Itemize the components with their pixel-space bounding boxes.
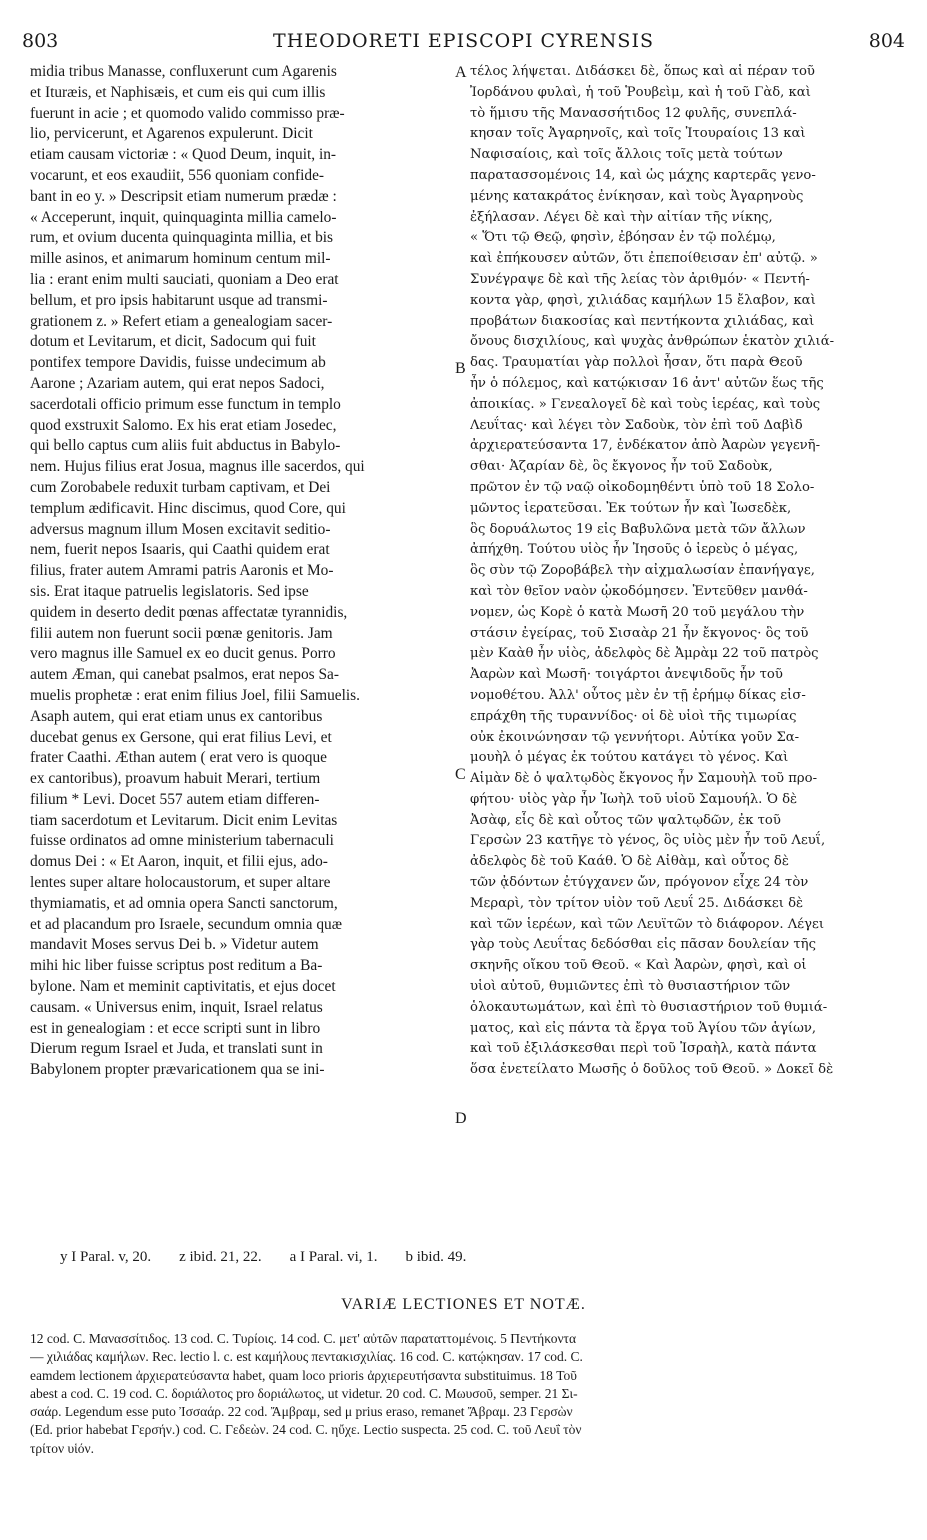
greek-line: Μεραρὶ, τὸν τρίτον υἱὸν τοῦ Λευΐ 25. Διδάσκει δὲ [470, 895, 804, 911]
latin-line: pontifex tempore Davidis, fuisse undecimum ab [30, 354, 326, 372]
latin-line: filii autem non fuerunt socii pœnæ genitoris. Jam [30, 624, 333, 642]
greek-line: Συνέγραψε δὲ καὶ τῆς λείας τὸν ἀριθμόν· « Πεντή- [470, 271, 810, 287]
latin-line: Dierum regum Israel et Juda, et translati sunt in [30, 1040, 323, 1058]
greek-line: πρῶτον ἐν τῷ ναῷ οἰκοδομηθέντι ὑπὸ τοῦ 18 Σολο- [470, 479, 815, 495]
greek-line: κοντα γὰρ, φησὶ, χιλιάδας καμήλων 15 ἔλαβον, καὶ [470, 292, 816, 308]
greek-line: παρατασσομένοις 14, καὶ ὡς μάχης καρτερᾶς γενο- [470, 167, 816, 183]
page-number-left: 803 [22, 30, 59, 52]
greek-line: ἀρχιερατεύσαντα 17, ἑνδέκατον ἀπὸ Ἀαρὼν γεγενῆ- [470, 438, 821, 454]
latin-line: midia tribus Manasse, confluxerunt cum Agarenis [30, 63, 337, 80]
greek-line: προβάτων διακοσίας καὶ πεντήκοντα χιλιάδας, καὶ [470, 313, 815, 329]
greek-line: μένης κατακράτος ἐνίκησαν, καὶ τοὺς Ἀγαρηνοὺς [470, 188, 804, 204]
latin-line: grationem z. » Refert etiam a genealogiam sacer- [30, 312, 333, 330]
latin-line: quidem in deserto dedit pœnas affectatæ tyrannidis, [30, 603, 348, 621]
greek-line: Ἀσὰφ, εἷς δὲ καὶ οὗτος τῶν ψαλτῳδῶν, ἐκ τοῦ [470, 812, 781, 828]
greek-line: σκηνῆς οἴκου τοῦ Θεοῦ. « Καὶ Ἀαρὼν, φησὶ, καὶ οἱ [470, 958, 807, 974]
latin-line: lio, pervicerunt, et Agarenos expulerunt. Dicit [30, 125, 313, 143]
greek-line: ἀποικίας. » Γενεαλογεῖ δὲ καὶ τοὺς ἱερέας, καὶ τοὺς [470, 396, 821, 412]
greek-line: ὅσα ἐνετείλατο Μωσῆς ὁ δοῦλος τοῦ Θεοῦ. » Δοκεῖ δὲ [470, 1062, 834, 1078]
footnote: b ibid. 49. [405, 1249, 467, 1265]
latin-line: vero magnus ille Samuel ex eo ducit genus. Porro [30, 645, 336, 663]
latin-line: cum Zorobabele reduxit turbam captivam, et Dei [30, 478, 331, 496]
greek-line: καὶ τὸν θεῖον ναὸν ᾠκοδόμησεν. Ἐντεῦθεν μανθά- [470, 583, 808, 599]
greek-line: ματος, καὶ εἰς πάντα τὰ ἔργα τοῦ Ἁγίου τῶν ἁγίων, [470, 1020, 817, 1036]
footnote: a I Paral. vi, 1. [289, 1249, 378, 1265]
footnotes [60, 1246, 900, 1268]
latin-line: autem Æman, qui canebat psalmos, erat nepos Sa- [30, 666, 340, 684]
variae-heading: VARIÆ LECTIONES ET NOTÆ. [341, 1296, 586, 1313]
greek-line: ὃς σὺν τῷ Ζοροβάβελ τὴν αἰχμαλωσίαν ἐπανήγαγε, [470, 563, 815, 579]
latin-line: Aarone ; Azariam autem, qui erat nepos Sadoci, [30, 374, 325, 392]
greek-line: Λευΐτας· καὶ λέγει τὸν Σαδοὺκ, τὸν ἐπὶ τοῦ Δαβὶδ [470, 417, 803, 433]
greek-line: Ἰορδάνου φυλαὶ, ἡ τοῦ Ῥουβεὶμ, καὶ ἡ τοῦ Γὰδ, καὶ [470, 84, 811, 100]
variae-line: eamdem lectionem ἀρχιερατεύσαντα habet, quam loco prioris ἀρχιερευτήσαντα substituimus. 18 Τοῦ [30, 1367, 577, 1383]
latin-line: frater Caathi. Æthan autem ( erat vero is quoque [30, 749, 328, 767]
greek-line: τέλος λήψεται. Διδάσκει δὲ, ὅπως καὶ αἱ πέραν τοῦ [470, 64, 815, 79]
latin-line: sis. Erat itaque patruelis legislatoris. Sed ipse [30, 582, 309, 600]
latin-line: lia : erant enim multi sauciati, quoniam a Deo erat [30, 270, 339, 288]
greek-line: καὶ τοῦ ἐξιλάσκεσθαι περὶ τοῦ Ἰσραὴλ, κατὰ πάντα [470, 1041, 817, 1057]
margin-letter-c: C [455, 766, 466, 783]
greek-line: δας. Τραυματίαι γὰρ πολλοὶ ἦσαν, ὅτι παρὰ Θεοῦ [470, 355, 803, 371]
greek-line: Γερσὼν 23 κατῆγε τὸ γένος, ὃς υἱὸς μὲν ἦν τοῦ Λευΐ, [470, 833, 826, 849]
variae-line: — χιλιάδας καμήλων. Rec. lectio l. c. est καμήλους πεντακισχιλίας. 16 cod. C. κατῴκησαν. 17 cod. C. [30, 1349, 583, 1365]
greek-line: ὃς δορυάλωτος 19 εἰς Βαβυλῶνα μετὰ τῶν ἄλλων [470, 521, 806, 537]
greek-line: Αἱμὰν δὲ ὁ ψαλτῳδὸς ἔκγονος ἦν Σαμουὴλ τοῦ προ- [470, 771, 818, 787]
latin-line: qui bello captus cum aliis fuit abductus in Babylo- [30, 437, 341, 455]
latin-line: muelis prophetæ : erat enim filius Joel, filii Samuelis. [30, 686, 360, 704]
greek-column [470, 62, 902, 1081]
greek-line: « Ὅτι τῷ Θεῷ, φησὶν, ἐβόησαν ἐν τῷ πολέμῳ, [470, 230, 776, 246]
variae-line: σαάρ. Legendum esse puto Ἰσσαάρ. 22 cod. Ἄμβραμ, sed μ prius eraso, remanet Ἄβραμ. 23 Γερσὼν [30, 1404, 573, 1420]
latin-line: nem, fuerit nepos Isaaris, qui Caathi quidem erat [30, 541, 330, 559]
latin-line: ex cantoribus), proavum habuit Merari, tertium [30, 770, 321, 788]
latin-column [30, 62, 450, 1081]
greek-line: τὸ ἥμισυ τῆς Μανασσήτιδος 12 φυλῆς, συνεπλά- [470, 105, 797, 121]
margin-letter-b: B [455, 360, 466, 377]
latin-line: templum ædificavit. Hinc discimus, quod Core, qui [30, 499, 346, 517]
latin-line: vocarunt, et eos exaudiit, 556 quoniam confide- [30, 166, 325, 184]
greek-line: επράχθη τῆς τυραννίδος· οἱ δὲ υἱοὶ τῆς τιμωρίας [470, 708, 797, 724]
greek-line: μῶντος ἱερατεῦσαι. Ἐκ τούτων ἦν καὶ Ἰωσεδὲκ, [470, 500, 792, 516]
greek-line: νομοθέτου. Ἀλλ' οὗτος μὲν ἐν τῇ ἐρήμῳ δίκας εἰσ- [470, 687, 806, 703]
footnote: z ibid. 21, 22. [179, 1249, 262, 1265]
variae-lectiones [30, 1330, 905, 1458]
latin-line: ducebat genus ex Gersone, qui erat filius Levi, et [30, 728, 332, 746]
variae-line: 12 cod. C. Μανασσίτιδος. 13 cod. C. Τυρίοις. 14 cod. C. μετ' αὐτῶν παραταττομένοις. 5 Πεντήκοντα [30, 1331, 577, 1346]
latin-line: et ad placandum pro Israele, secundum omnia quæ [30, 915, 342, 933]
latin-line: tiam sacerdotum et Levitarum. Dicit enim Levitas [30, 811, 338, 829]
footnote: y I Paral. v, 20. [60, 1249, 152, 1265]
greek-line: ἀπήχθη. Τούτου υἱὸς ἦν Ἰησοῦς ὁ ἱερεὺς ὁ μέγας, [470, 542, 799, 558]
latin-line: filium * Levi. Docet 557 autem etiam differen- [30, 790, 320, 808]
latin-line: bylone. Nam et meminit captivitatis, et ejus docet [30, 978, 336, 996]
text-columns [0, 62, 927, 1127]
greek-line: οὐκ ἐκοινώνησαν τῷ γεννήτορι. Αὐτίκα γοῦν Σα- [470, 729, 800, 745]
latin-line: Babylonem propter prævaricationem qua se ini- [30, 1061, 325, 1079]
margin-letter-a: A [455, 64, 467, 81]
latin-line: causam. « Universus enim, inquit, Israel relatus [30, 998, 323, 1016]
greek-line: γὰρ τοὺς Λευΐτας δεδόσθαι εἰς πᾶσαν δουλείαν τῆς [470, 937, 816, 953]
latin-line: domus Dei : « Et Aaron, inquit, et filii ejus, ado- [30, 853, 328, 871]
latin-line: dotum et Levitarum, et dicit, Sadocum qui fuit [30, 333, 316, 351]
latin-line: nem. Hujus filius erat Josua, magnus ille sacerdos, qui [30, 458, 365, 476]
greek-line: τῶν ᾀδόντων ἐτύγχανεν ὤν, πρόγονον εἶχε 24 τὸν [470, 875, 809, 891]
greek-line: ἦν ὁ πόλεμος, καὶ κατῴκισαν 16 ἀντ' αὐτῶν ἕως τῆς [470, 375, 824, 391]
latin-line: lentes super altare holocaustorum, et super altare [30, 874, 331, 892]
greek-line: Ἀαρὼν καὶ Μωσῆ· τοιγάρτοι ἀνεψιδοῦς ἦν τοῦ [470, 667, 783, 683]
latin-line: et Ituræis, et Naphisæis, et cum eis qui cum illis [30, 83, 326, 101]
latin-line: quod exstruxit Salomo. Ex his erat etiam Josedec, [30, 416, 337, 434]
latin-line: bant in eo y. » Descripsit etiam numerum prædæ : [30, 187, 337, 205]
latin-line: mihi hic liber fuisse scriptus post reditum a Ba- [30, 957, 323, 975]
latin-line: fuisse ordinatos ad omne ministerium tabernaculi [30, 832, 334, 850]
running-title: THEODORETI EPISCOPI CYRENSIS [273, 30, 654, 52]
latin-line: Asaph autem, qui erat etiam unus ex cantoribus [30, 707, 323, 725]
variae-line: τρίτον υἱόν. [30, 1440, 94, 1456]
latin-line: filius, frater autem Amrami patris Aaronis et Mo- [30, 562, 334, 580]
latin-line: fuerunt in acie ; et quomodo valido commisso præ- [30, 104, 345, 122]
greek-line: κησαν τοῖς Ἀγαρηνοῖς, καὶ τοῖς Ἰτουραίοις 13 καὶ [470, 126, 806, 142]
variae-line: (Ed. prior habebat Γερσήν.) cod. C. Γεδεὼν. 24 cod. C. ηὔχε. Lectio suspecta. 25 cod. C. τοῦ Λευΐ τὸν [30, 1422, 582, 1438]
greek-line: ἐξήλασαν. Λέγει δὲ καὶ τὴν αἰτίαν τῆς νίκης, [470, 209, 773, 225]
latin-line: mandavit Moses servus Dei b. » Videtur autem [30, 936, 319, 954]
greek-line: φήτου· υἱὸς γὰρ ἦν Ἰωὴλ τοῦ υἱοῦ Σαμουήλ. Ὁ δὲ [470, 791, 798, 807]
latin-line: « Acceperunt, inquit, quinquaginta millia camelo- [30, 208, 337, 226]
greek-line: στάσιν ἐγείρας, τοῦ Σισαὰρ 21 ἦν ἔκγονος· ὃς τοῦ [470, 625, 809, 641]
greek-line: μουὴλ ὁ μέγας ἐκ τούτου κατάγει τὸ γένος. Καὶ [470, 750, 789, 766]
latin-line: adversus magnum illum Mosen excitavit seditio- [30, 520, 331, 538]
latin-line: est in genealogiam : et ecce scripti sunt in libro [30, 1019, 321, 1037]
latin-line: rum, et ovium ducenta quinquaginta millia, et bis [30, 229, 334, 247]
variae-line: abest a cod. C. 19 cod. C. δοριάλοτος pro δοριάλωτος, ut videtur. 20 cod. C. Μωυσοῦ, semper. 21 Σι- [30, 1385, 578, 1401]
greek-line: ὁλοκαυτωμάτων, καὶ ἐπὶ τὸ θυσιαστήριον τοῦ θυμιά- [470, 999, 828, 1015]
greek-line: καὶ τῶν ἱερέων, καὶ τῶν Λευϊτῶν τὸ διάφορον. Λέγει [470, 916, 825, 932]
greek-line: καὶ ἐπήκουσεν αὐτῶν, ὅτι ἐπεποίθεισαν ἐπ' αὐτῷ. » [470, 251, 818, 267]
margin-letter-d: D [455, 1110, 467, 1127]
greek-line: υἱοὶ αὐτοῦ, θυμιῶντες ἐπὶ τὸ θυσιαστήριον τῶν [470, 979, 791, 995]
greek-line: σθαι· Ἀζαρίαν δὲ, ὃς ἔκγονος ἦν τοῦ Σαδοὺκ, [470, 459, 773, 475]
latin-line: thymiamatis, et ad omnia opera Sancti sanctorum, [30, 894, 338, 912]
latin-line: mille asinos, et animarum hominum centum mil- [30, 250, 331, 268]
greek-line: νομεν, ὡς Κορὲ ὁ κατὰ Μωσῆ 20 τοῦ μεγάλου τὴν [470, 604, 805, 620]
greek-line: ὄνους δισχιλίους, καὶ ψυχὰς ἀνθρώπων ἑκατὸν χιλιά- [470, 334, 835, 350]
greek-line: Ναφισαίοις, καὶ τοῖς ἄλλοις τοῖς μετὰ τούτων [470, 147, 783, 163]
greek-line: μὲν Καὰθ ἦν υἱὸς, ἀδελφὸς δὲ Ἀμρὰμ 22 τοῦ πατρὸς [470, 646, 819, 662]
page-header [0, 30, 927, 60]
latin-line: sacerdotali officio primum esse functum in templo [30, 395, 341, 413]
page-number-right: 804 [868, 30, 905, 52]
latin-line: bellum, et pro ipsis habitarunt usque ad transmi- [30, 291, 328, 309]
latin-line: etiam causam victoriæ : « Quod Deum, inquit, in- [30, 146, 337, 164]
greek-line: ἀδελφὸς δὲ τοῦ Καάθ. Ὁ δὲ Αἰθὰμ, καὶ οὗτος δὲ [470, 854, 789, 870]
